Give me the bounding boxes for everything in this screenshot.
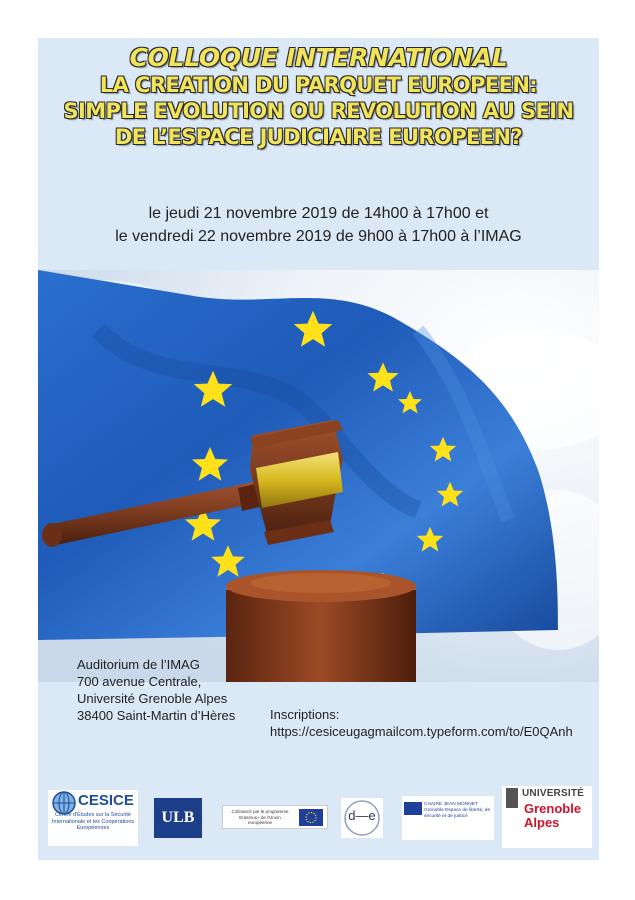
partner-logos	[38, 778, 599, 848]
title-line-3: SIMPLE EVOLUTION OU REVOLUTION AU SEIN	[63, 99, 574, 123]
cesice-name: CESICE	[78, 792, 134, 809]
sound-block-icon	[226, 570, 416, 682]
inscriptions-label: Inscriptions:	[270, 707, 340, 722]
uga-logo	[502, 786, 592, 848]
venue-line-1: Auditorium de l’IMAG	[77, 657, 200, 672]
inscriptions	[270, 706, 573, 740]
eu-flag-jm-icon	[404, 802, 422, 815]
title-block	[38, 44, 599, 150]
poster	[38, 38, 599, 860]
venue-line-3: Université Grenoble Alpes	[77, 691, 228, 706]
title-line-1: COLLOQUE INTERNATIONAL	[129, 43, 508, 72]
erasmus-logo	[222, 805, 328, 829]
eu-flag-small-icon	[299, 809, 323, 826]
hero-image	[38, 270, 599, 682]
ulb-logo: ULB	[154, 798, 202, 838]
venue-line-2: 700 avenue Centrale,	[77, 674, 202, 689]
de-logo	[341, 798, 383, 838]
uga-line-2	[524, 802, 581, 830]
erasmus-text: Cofinancé par le programme Erasmus+ de l'Union européenne	[231, 809, 289, 825]
uga-line-1: UNIVERSITÉ	[522, 788, 585, 799]
cesice-subtitle: Centre d'Etudes sur la Sécurité Internationale et les Coopérations Européennes	[51, 812, 135, 831]
venue-line-4: 38400 Saint-Martin d’Hères	[77, 708, 236, 723]
cesice-logo	[48, 790, 138, 846]
title-line-2: LA CREATION DU PARQUET EUROPEEN:	[99, 73, 538, 97]
jean-monnet-text: CHAIRE JEAN MONNET Grenoble Espace de liberté, de sécurité et de justice	[424, 802, 491, 819]
date-line-1: le jeudi 21 novembre 2019 de 14h00 à 17h00 et	[148, 205, 489, 222]
event-dates	[38, 202, 599, 248]
date-line-2: le vendredi 22 novembre 2019 de 9h00 à 17h00 à l’IMAG	[115, 228, 522, 245]
inscriptions-link[interactable]: https://cesiceugagmailcom.typeform.com/to/E0QAnh	[270, 724, 573, 739]
jean-monnet-logo	[402, 796, 494, 840]
de-text: d—e	[348, 808, 376, 823]
uga-mark-icon	[506, 788, 518, 808]
venue-address	[77, 656, 235, 724]
uga-grenoble: Grenoble	[524, 801, 582, 816]
title-line-4: DE L’ESPACE JUDICIAIRE EUROPEEN?	[114, 125, 523, 149]
uga-alpes: Alpes	[524, 815, 560, 830]
